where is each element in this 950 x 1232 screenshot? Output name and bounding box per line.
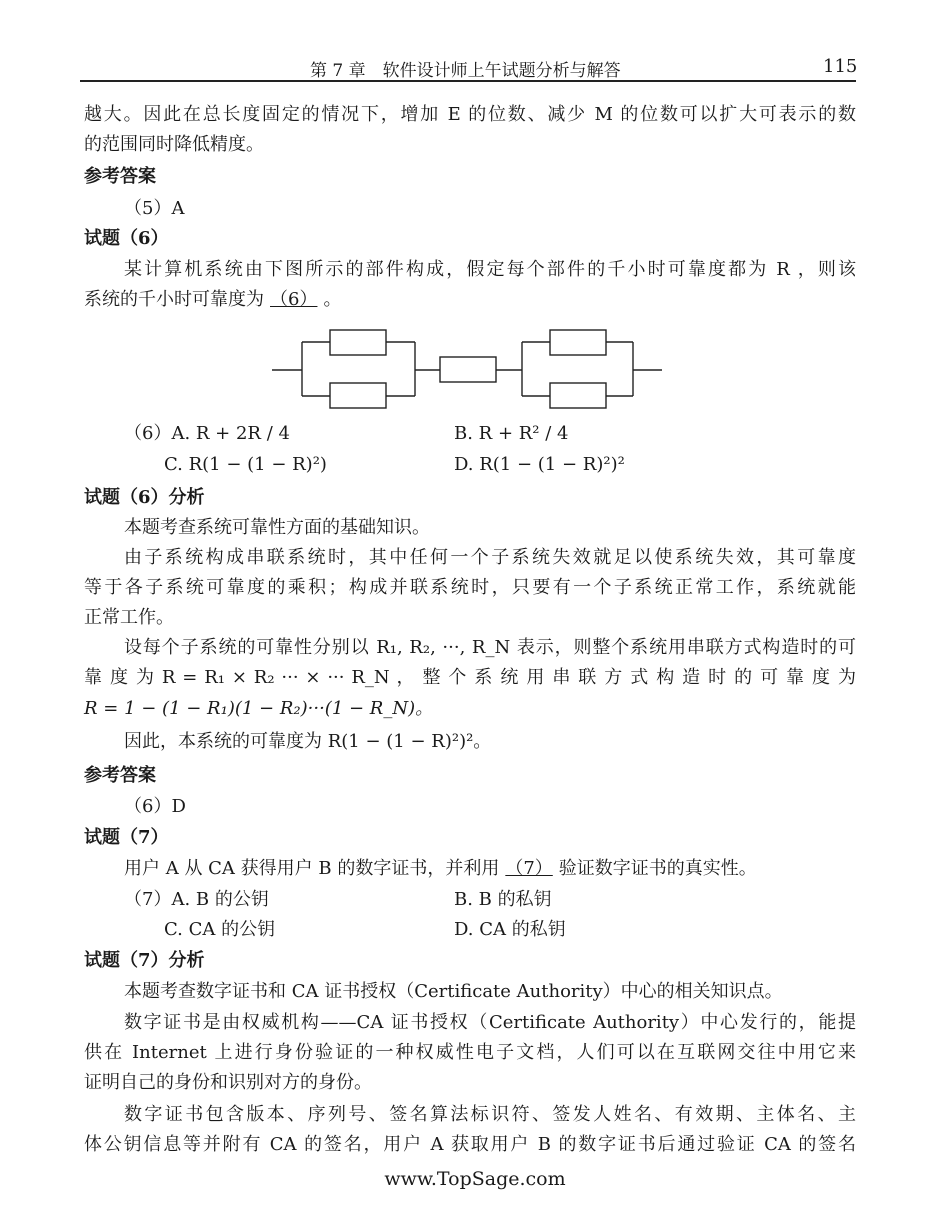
q7-option-a: （7）A. B 的公钥 — [124, 889, 269, 910]
right-top-component — [550, 330, 606, 355]
q6-option-a: （6）A. R + 2R / 4 — [124, 423, 290, 444]
q7-analysis-p3-line2: 体公钥信息等并附有 CA 的签名，用户 A 获取用户 B 的数字证书后通过验证 CA 的签名 — [84, 1134, 856, 1155]
right-bottom-component — [550, 383, 606, 408]
footer-site: www.TopSage.com — [384, 1168, 566, 1190]
q6-text-2-pre: 系统的千小时可靠度为 — [84, 289, 264, 310]
q6-text-2 — [84, 287, 341, 313]
q6-analysis-p2-line2: 等于各子系统可靠度的乘积；构成并联系统时，只要有一个子系统正常工作，系统就能 — [84, 577, 856, 598]
q6-analysis-p3-line3: R = 1 − (1 − R₁)(1 − R₂)···(1 − R_N)。 — [84, 698, 434, 719]
middle-series-component — [440, 357, 496, 382]
answer5-heading: 参考答案 — [84, 166, 156, 187]
left-bottom-component — [330, 383, 386, 408]
q6-analysis-p2-line1: 由子系统构成串联系统时，其中任何一个子系统失效就足以使系统失效，其可靠度 — [124, 547, 856, 568]
q7-heading: 试题（7） — [84, 827, 169, 848]
answer6-heading: 参考答案 — [84, 765, 156, 786]
q7-analysis-p3-line1: 数字证书包含版本、序列号、签名算法标识符、签发人姓名、有效期、主体名、主 — [124, 1104, 856, 1125]
q6-analysis-p3-line1: 设每个子系统的可靠性分别以 R₁, R₂, ···, R_N 表示，则整个系统用串联方式构造时的可 — [124, 637, 856, 658]
q6-option-b: B. R + R² / 4 — [454, 423, 569, 444]
q6-option-c: C. R(1 − (1 − R)²) — [164, 454, 327, 475]
page-number: 115 — [823, 56, 858, 77]
q7-analysis-p2-line3: 证明自己的身份和识别对方的身份。 — [84, 1072, 372, 1093]
q7-text-pre: 用户 A 从 CA 获得用户 B 的数字证书，并利用 — [124, 858, 500, 879]
q7-analysis-p1: 本题考查数字证书和 CA 证书授权（Certificate Authority）中心的相关知识点。 — [124, 981, 783, 1002]
q6-text-2-post: 。 — [323, 289, 342, 310]
q7-blank: （7） — [505, 858, 553, 879]
answer5-value: （5）A — [124, 198, 185, 219]
q7-option-c: C. CA 的公钥 — [164, 919, 276, 940]
q6-text-1: 某计算机系统由下图所示的部件构成，假定每个部件的千小时可靠度都为 R ，则该 — [124, 259, 856, 280]
answer6-value: （6）D — [124, 796, 186, 817]
header-rule — [80, 80, 856, 82]
reliability-diagram — [270, 322, 670, 414]
q7-text — [124, 856, 757, 882]
q6-analysis-p2-line3: 正常工作。 — [84, 607, 174, 628]
q7-analysis-heading: 试题（7）分析 — [84, 950, 205, 971]
q6-analysis-p4: 因此，本系统的可靠度为 R(1 − (1 − R)²)²。 — [124, 731, 492, 752]
q7-analysis-p2-line2: 供在 Internet 上进行身份验证的一种权威性电子文档，人们可以在互联网交往中用它来 — [84, 1042, 856, 1063]
intro-line-1: 越大。因此在总长度固定的情况下，增加 E 的位数、减少 M 的位数可以扩大可表示的数 — [84, 104, 856, 125]
left-top-component — [330, 330, 386, 355]
q7-option-d: D. CA 的私钥 — [454, 919, 566, 940]
q7-option-b: B. B 的私钥 — [454, 889, 552, 910]
q6-heading: 试题（6） — [84, 228, 169, 249]
q6-analysis-heading: 试题（6）分析 — [84, 487, 205, 508]
intro-line-2: 的范围同时降低精度。 — [84, 134, 264, 155]
running-header: 第 7 章 软件设计师上午试题分析与解答 — [310, 61, 621, 81]
q6-analysis-p1: 本题考查系统可靠性方面的基础知识。 — [124, 517, 430, 538]
q7-text-post: 验证数字证书的真实性。 — [558, 858, 757, 879]
q6-option-d: D. R(1 − (1 − R)²)² — [454, 454, 625, 475]
q6-analysis-p3-line2: 靠 度 为 R = R₁ × R₂ ··· × ··· R_N ， 整 个 系 统 用 串 联 方 式 构 造 时 的 可 靠 度 为 — [84, 667, 856, 688]
q6-blank: （6） — [270, 289, 318, 310]
q7-analysis-p2-line1: 数字证书是由权威机构——CA 证书授权（Certificate Authority）中心发行的，能提 — [124, 1012, 856, 1033]
